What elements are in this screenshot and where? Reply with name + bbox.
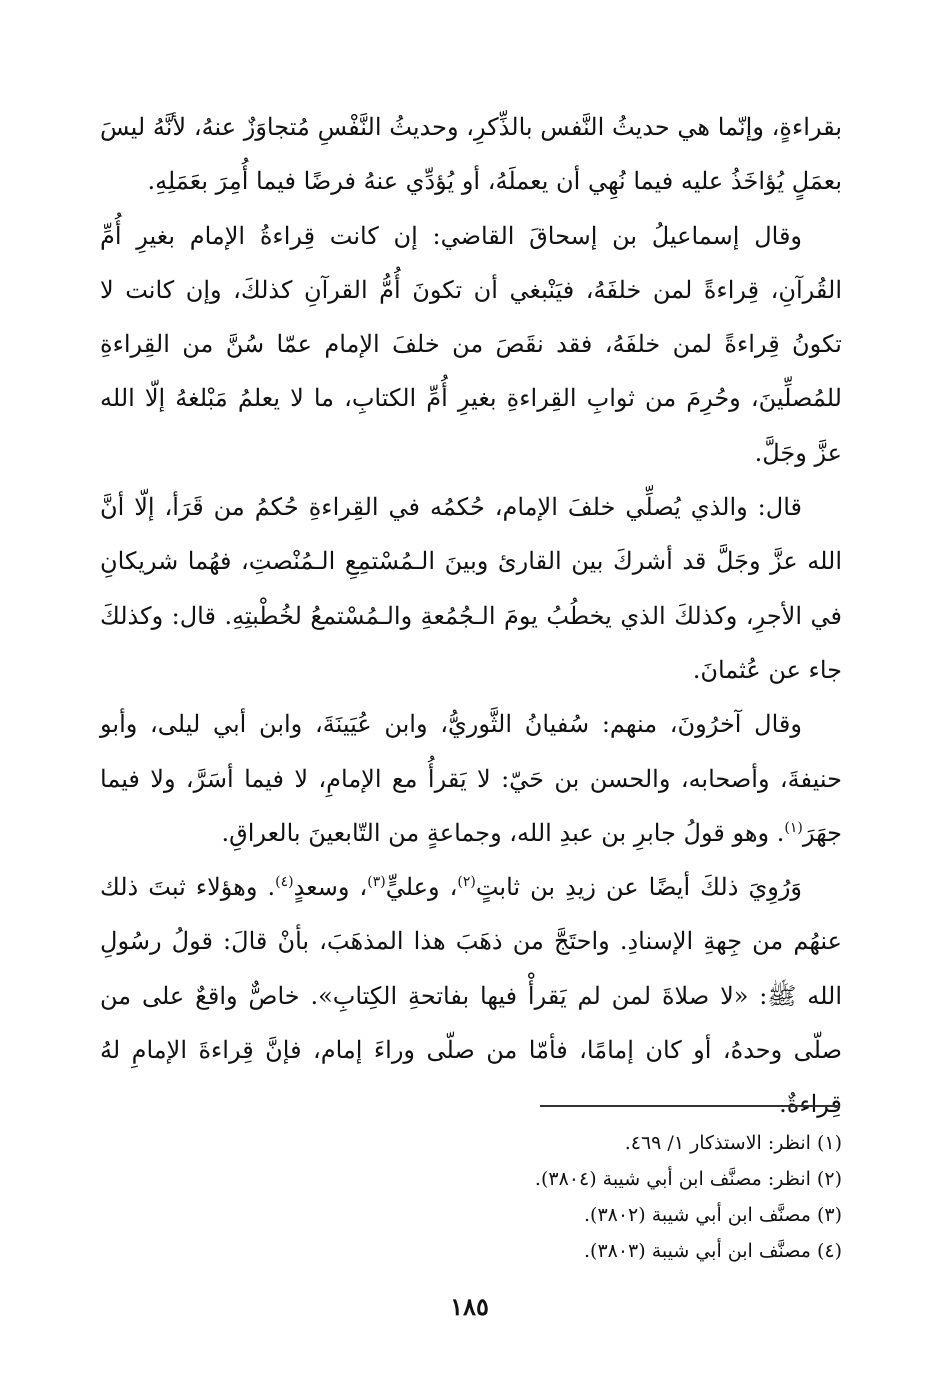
paragraph-1-text: بقراءةٍ، وإنّما هي حديثُ النَّفس بالذِّكرِ، وحديثُ النَّفْسِ مُتجاوَزٌ عنهُ، لأنَّهُ ليسَ بعمَلٍ يُؤاخَذُ عليه فيما نُهِي أن يعملَهُ، أو يُؤدِّي عنهُ فرضًا فيما أُمِرَ بعَمَلِهِ.: [100, 113, 842, 196]
footnote-ref-4[interactable]: (٤): [275, 874, 294, 891]
footnote-1: (١) انظر: الاستذكار ١/ ٤٦٩.: [624, 1132, 842, 1154]
footnotes: [100, 1125, 842, 1269]
paragraph-5: [100, 860, 842, 1131]
footnote-ref-3[interactable]: (٣): [367, 874, 386, 891]
footnote-separator: [540, 1105, 840, 1107]
paragraph-5-tail: . وهؤلاء: [195, 873, 276, 902]
page-number: ١٨٥: [450, 1292, 489, 1321]
footnote-2: (٢) انظر: مصنَّف ابن أبي شيبة (٣٨٠٤).: [534, 1168, 842, 1190]
paragraph-2-text: وقال إسماعيلُ بن إسحاقَ القاضي: إن كانت قِراءةُ الإمام بغيرِ أُمِّ القُرآنِ، قِراءةً لمن خلفَهُ، فيَنْبغي أن تكونَ أُمُّ القرآنِ كذلكَ، وإن كانت لا تكونُ قِراءةً لمن خلفَهُ، فقد نقَصَ من خلفَ الإمام عمّا سُنَّ من القِراءةِ للمُصلِّينَ، وحُرِمَ من ثوابِ القِراءةِ بغيرِ أُمِّ الكتابِ، ما لا يعلمُ مَبْلغهُ إلّا الله عزَّ وجَلَّ.: [100, 221, 842, 467]
paragraph-1: [100, 100, 842, 209]
paragraph-6-text: ثبتَ ذلك عنهُم من جِهةِ الإسنادِ. واحتَجَّ من ذهَبَ هذا المذهَبَ، بأنْ قالَ: قولُ رسُولِ الله ﷺ: «لا صلاةَ لمن لم يَقرأْ فيها بفاتحةِ الكِتابِ». خاصٌّ واقعٌ على من صلّى وحدهُ، أو كان إمامًا، فأمّا من صلّى وراءَ إمام، فإنَّ قِراءةَ الإمامِ لهُ قِراءةٌ.: [100, 873, 842, 1119]
paragraph-4-text: وقال آخرُونَ، منهم: سُفيانُ الثَّوريُّ، وابن عُيَينَةَ، وابن أبي ليلى، وأبو حنيفةَ، وأصحابه، والحسن بن حَيّ: لا يَقرأُ مع الإمامِ، لا فيما أسَرَّ، ولا فيما جهَرَ: [100, 710, 842, 847]
main-text: [100, 100, 842, 1132]
footnote-4: (٤) مصنَّف ابن أبي شيبة (٣٨٠٣).: [583, 1240, 842, 1262]
paragraph-3: [100, 480, 842, 697]
footnote-ref-1[interactable]: (١): [784, 819, 803, 836]
paragraph-2: [100, 209, 842, 480]
paragraph-5-mid-1: ، وعليٍّ: [385, 873, 458, 902]
paragraph-5-text: وَرُوِيَ ذلكَ أيضًا عن زيدِ بن ثابتٍ: [475, 873, 803, 902]
paragraph-4: [100, 697, 842, 860]
footnote-3: (٣) مصنَّف ابن أبي شيبة (٣٨٠٢).: [583, 1204, 842, 1226]
paragraph-4-tail: . وهو قولُ جابرِ بن عبدِ الله، وجماعةٍ من التّابعينَ بالعراقِ.: [221, 818, 785, 847]
footnote-ref-2[interactable]: (٢): [457, 874, 476, 891]
paragraph-3-text: قال: والذي يُصلِّي خلفَ الإمام، حُكمُه في القِراءةِ حُكمُ من قَرَأ، إلّا أنَّ الله عزَّ وجَلَّ قد أشركَ بين القارئ وبينَ الـمُسْتمِعِ الـمُنْصتِ، فهُما شريكانِ في الأجرِ، وكذلكَ الذي يخطُبُ يومَ الـجُمُعةِ والـمُسْتمعُ لخُطْبتِهِ. قال: وكذلكَ جاء عن عُثمانَ.: [100, 493, 843, 684]
paragraph-5-mid-2: ، وسعدٍ: [293, 873, 368, 902]
